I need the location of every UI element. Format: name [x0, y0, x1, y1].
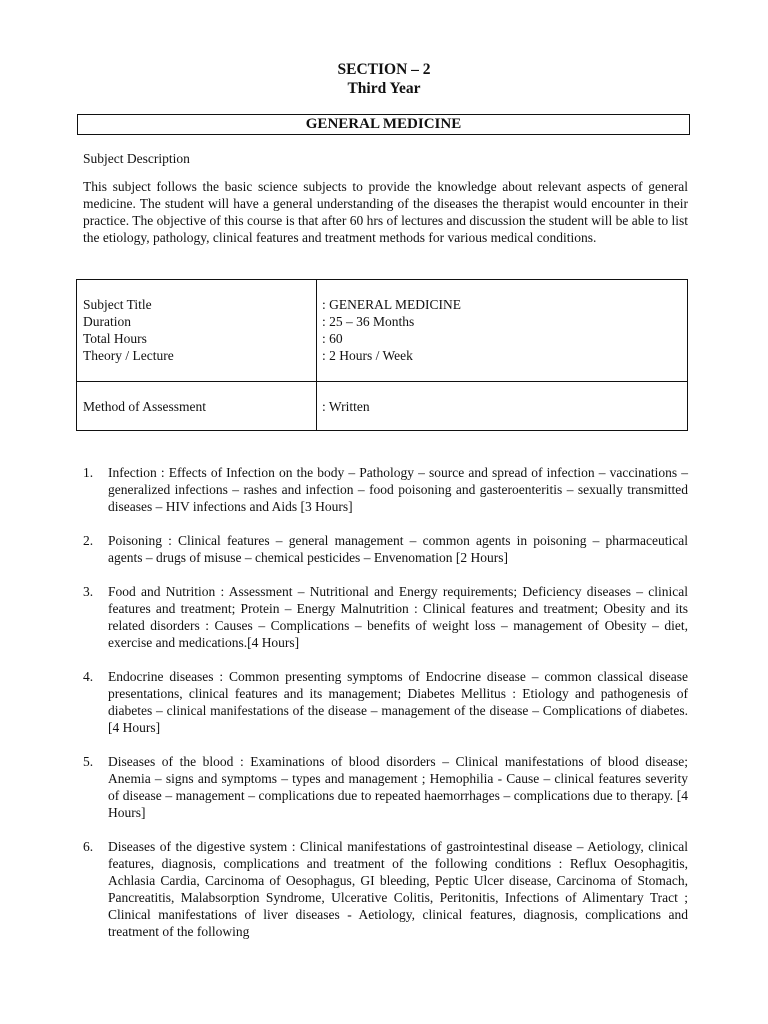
topic-number: 2. — [83, 533, 94, 548]
duration-label: Duration — [83, 314, 131, 329]
topic-item — [83, 464, 688, 515]
topic-text: Endocrine diseases : Common presenting symptoms of Endocrine disease – common classical disease presentations, clinical features and its management; Diabetes Mellitus : Etiology and pathogenesis of diabetes – clinical manifestations of the disease – management of the disease – Complications of diabetes. [4 Hours] — [108, 669, 688, 735]
topic-text: Infection : Effects of Infection on the body – Pathology – source and spread of infection – vaccinations – generalized infections – rashes and infection – food poisoning and gasteroenteritis – sexually transmitted diseases – HIV infections and Aids [3 Hours] — [108, 465, 688, 514]
theory-lecture-label: Theory / Lecture — [83, 348, 174, 363]
section-heading — [0, 60, 768, 98]
info-labels — [83, 296, 174, 364]
subject-description-label: Subject Description — [83, 151, 190, 166]
intro-paragraph: This subject follows the basic science subjects to provide the knowledge about relevant aspects of general medicine. The student will have a general understanding of the diseases the therapist would encounter in their practice. The objective of this course is that after 60 hrs of lectures and discussion the student will be able to list the etiology, pathology, clinical features and treatment methods for various medical conditions. — [83, 179, 688, 245]
topic-text: Poisoning : Clinical features – general management – common agents in poisoning – pharmaceutical agents – drugs of misuse – chemical pesticides – Envenomation [2 Hours] — [108, 533, 688, 565]
subject-info-table — [76, 279, 688, 431]
total-hours-value: : 60 — [322, 331, 343, 346]
topic-text: Diseases of the blood : Examinations of blood disorders – Clinical manifestations of blood disease; Anemia – signs and symptoms – types and management ; Hemophilia - Cause – clinical features severity of disease – management – complications due to repeated haemorrhages – complications due to therapy. [4 Hours] — [108, 754, 688, 820]
topic-text: Food and Nutrition : Assessment – Nutritional and Energy requirements; Deficiency diseases – clinical features and treatment; Protein – Energy Malnutrition : Clinical features and treatment; Obesity and its related disorders : Causes – Complications – benefits of weight loss – management of Obesity – diet, exercise and medications.[4 Hours] — [108, 584, 688, 650]
year-title: Third Year — [347, 80, 421, 97]
topic-text: Diseases of the digestive system : Clinical manifestations of gastrointestinal disease – Aetiology, clinical features, diagnosis, complications and treatment of the following conditions : Reflux Oesophagitis, Achlasia Cardia, Carcinoma of Oesophagus, GI bleeding, Peptic Ulcer disease, Carcinoma of Stomach, Pancreatitis, Malabsorption Syndrome, Ulcerative Colitis, Peritonitis, Infections of Alimentary Tract ; Clinical manifestations of liver diseases - Aetiology, clinical features, diagnosis, complications and treatment of the following — [108, 839, 688, 939]
duration-value: : 25 – 36 Months — [322, 314, 415, 329]
subject-title-box: GENERAL MEDICINE — [77, 114, 690, 135]
topic-number: 1. — [83, 465, 94, 480]
topic-number: 5. — [83, 754, 94, 769]
total-hours-label: Total Hours — [83, 331, 147, 346]
topic-item — [83, 532, 688, 566]
topic-number: 3. — [83, 584, 94, 599]
subject-title-label: Subject Title — [83, 297, 152, 312]
topic-number: 6. — [83, 839, 94, 854]
assessment-value: : Written — [322, 399, 370, 414]
topic-item — [83, 583, 688, 651]
info-values — [322, 296, 461, 364]
topic-item — [83, 753, 688, 821]
topic-item — [83, 668, 688, 736]
topic-list — [83, 464, 688, 957]
topic-item — [83, 838, 688, 940]
topic-number: 4. — [83, 669, 94, 684]
theory-lecture-value: : 2 Hours / Week — [322, 348, 413, 363]
table-row-divider — [77, 381, 687, 382]
table-column-divider — [316, 280, 317, 430]
section-title: SECTION – 2 — [337, 61, 431, 78]
assessment-label: Method of Assessment — [83, 399, 206, 414]
subject-title-value: : GENERAL MEDICINE — [322, 297, 461, 312]
